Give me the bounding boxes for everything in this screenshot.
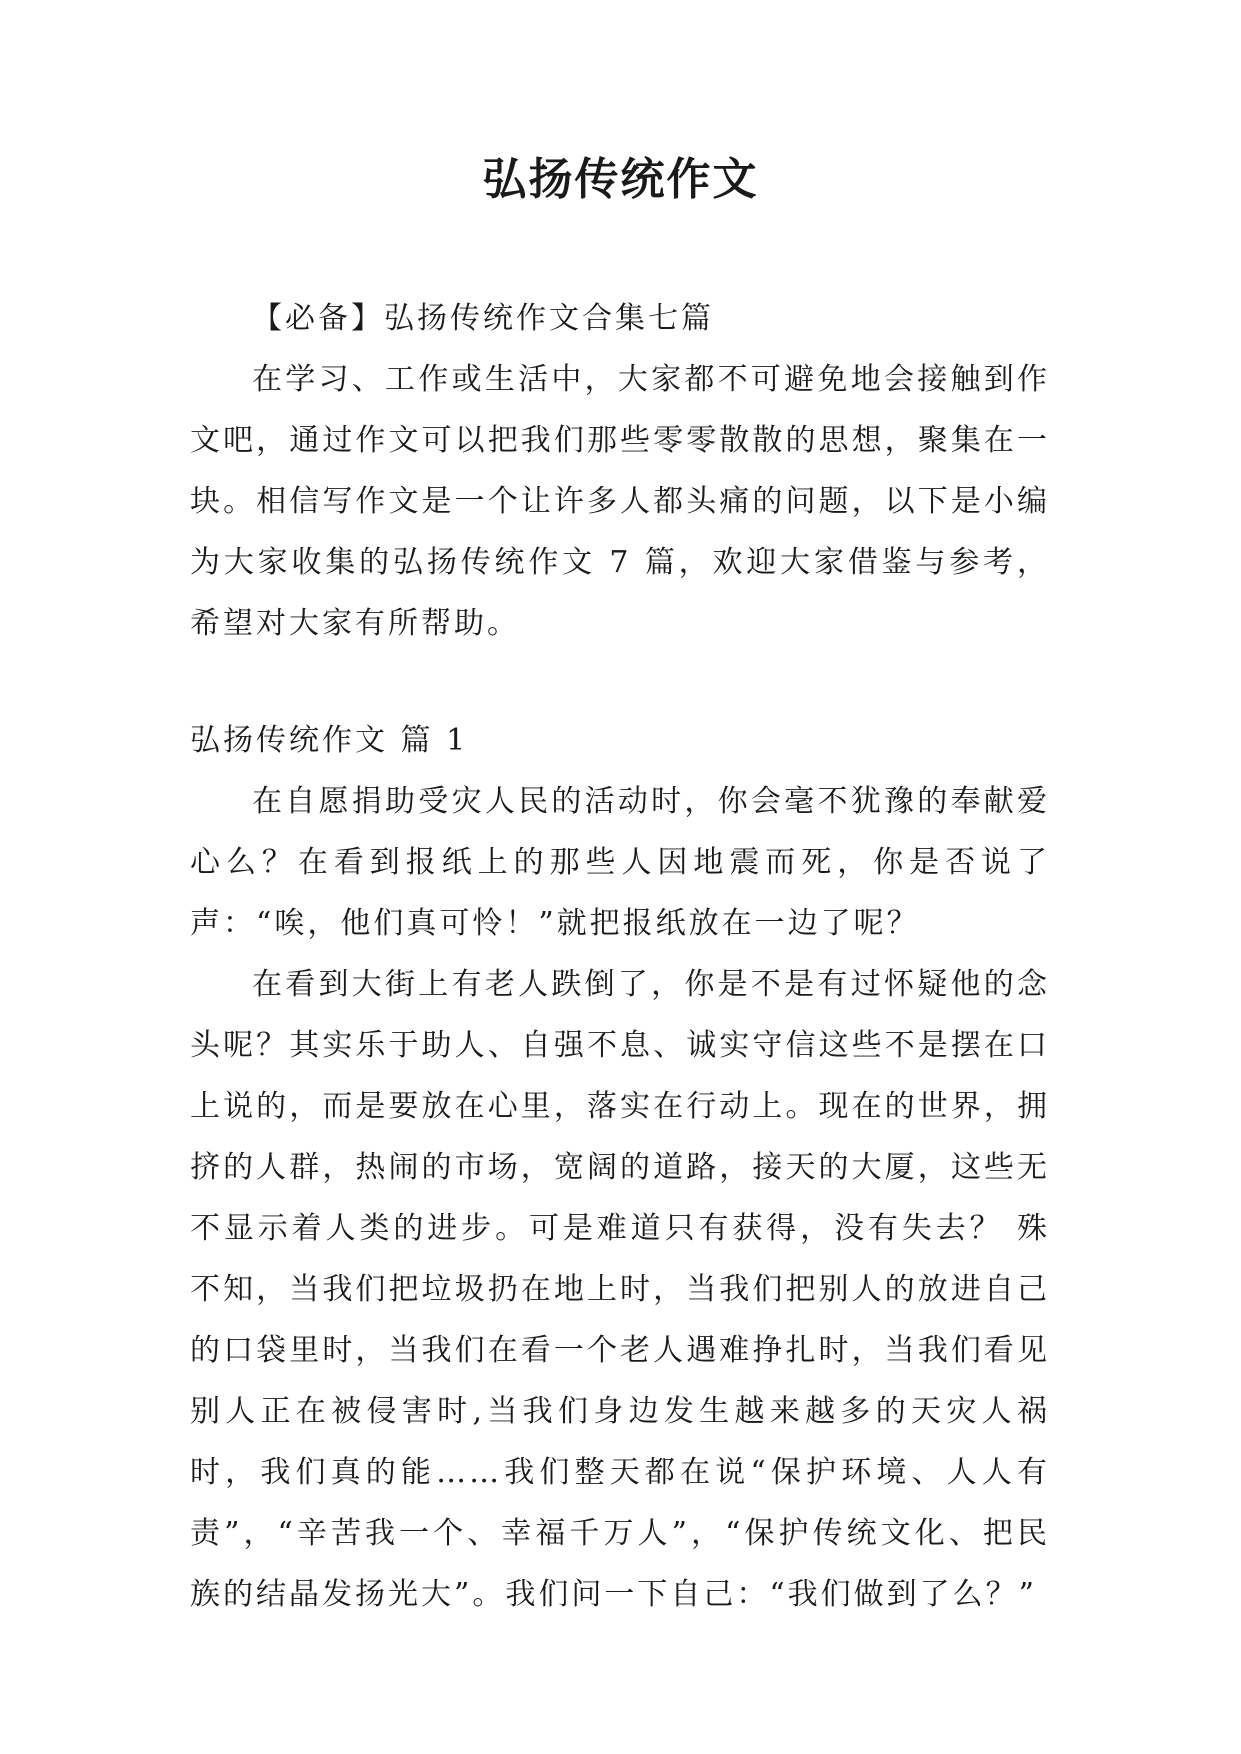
document-body <box>190 288 1050 1625</box>
section-heading: 弘扬传统作文 篇 1 <box>190 723 469 758</box>
intro-paragraph: 在学习、工作或生活中，大家都不可避免地会接触到作文吧，通过作文可以把我们那些零零散散的思想，聚集在一块。相信写作文是一个让许多人都头痛的问题，以下是小编为大家收集的弘扬传统作文 7 篇，欢迎大家借鉴与参考，希望对大家有所帮助。 <box>190 362 1050 641</box>
body-paragraph: 在看到大街上有老人跌倒了，你是不是有过怀疑他的念头呢？其实乐于助人、自强不息、诚实守信这些不是摆在口上说的，而是要放在心里，落实在行动上。现在的世界，拥挤的人群，热闹的市场，宽阔的道路，接天的大厦，这些无不显示着人类的进步。可是难道只有获得，没有失去？ 殊不知，当我们把垃圾扔在地上时，当我们把别人的放进自己的口袋里时，当我们在看一个老人遇难挣扎时，当我们看见别人正在被侵害时,当我们身边发生越来越多的天灾人祸时，我们真的能……我们整天都在说“保护环境、人人有责”，“辛苦我一个、幸福千万人”，“保护传统文化、把民族的结晶发扬光大”。我们问一下自己：“我们做到了么？” <box>190 967 1050 1612</box>
body-paragraph: 在自愿捐助受灾人民的活动时，你会毫不犹豫的奉献爱心么？在看到报纸上的那些人因地震而死，你是否说了声：“唉，他们真可怜！”就把报纸放在一边了呢？ <box>190 784 1050 941</box>
intro-subtitle: 【必备】弘扬传统作文合集七篇 <box>252 301 714 336</box>
section-spacer <box>190 654 1050 710</box>
document-title: 弘扬传统作文 <box>482 154 759 205</box>
